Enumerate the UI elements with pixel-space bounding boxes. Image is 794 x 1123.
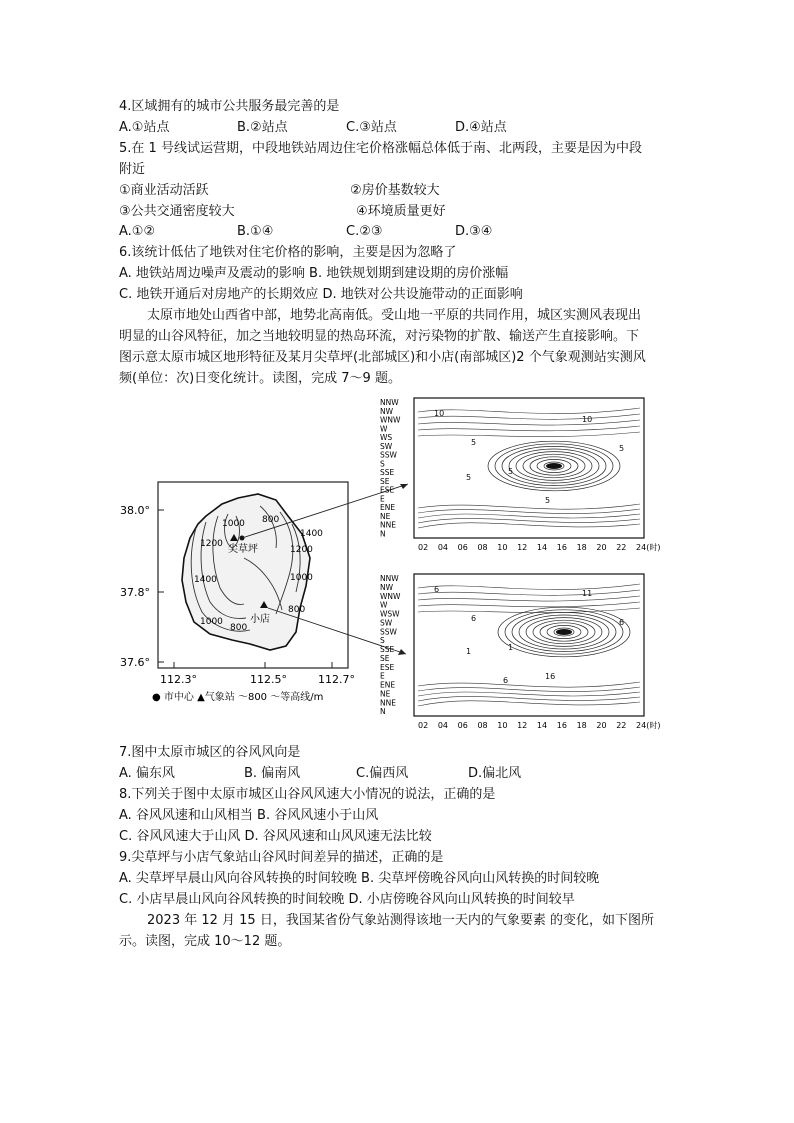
top-chart-dir-label: E — [380, 494, 385, 504]
q5-item-3: ③公共交通密度较大 — [119, 204, 235, 219]
contour-1200-e: 1200 — [290, 545, 313, 555]
q8-options-ab: A. 谷风风速和山风相当 B. 谷风风速小于山风 — [119, 808, 379, 823]
q7-stem: 7.图中太原市城区的谷风风向是 — [119, 745, 301, 760]
bottom-chart-contour-label: 1 — [466, 647, 472, 656]
contour-800-sw: 800 — [230, 623, 248, 633]
taiyuan-figure — [110, 388, 690, 738]
bottom-chart-dir-label: SSE — [380, 645, 395, 655]
bottom-chart-dir-label: NE — [380, 689, 391, 699]
top-chart-hour-label: 02 — [418, 543, 429, 552]
bottom-chart-dir-label: SE — [380, 653, 390, 663]
top-chart-hour-label: 10 — [497, 543, 508, 552]
top-chart-dir-label: NE — [380, 511, 391, 521]
top-chart-dir-label: ENE — [380, 503, 396, 512]
bottom-chart-dir-label: WSW — [380, 609, 400, 619]
contour-1000-n: 1000 — [222, 519, 245, 529]
bottom-chart-contour-label: 6 — [471, 614, 477, 623]
top-chart-hour-label: 24(时) — [636, 543, 661, 552]
q4-option-b: B.②站点 — [237, 120, 288, 135]
q4-option-d: D.④站点 — [455, 120, 507, 135]
bottom-chart-hour-label: 20 — [596, 721, 607, 730]
wind-chart-jiancaoping — [380, 398, 660, 552]
intro1-line2: 明显的山谷风特征，加之当地较明显的热岛环流，对污染物的扩散、输送产生直接影响。下 — [119, 329, 640, 344]
q7-option-c: C.偏西风 — [356, 766, 409, 781]
top-chart-dir-label: SE — [380, 476, 390, 486]
bottom-chart-contour-label: 6 — [619, 618, 625, 627]
station-xiaodian-label: 小店 — [250, 614, 270, 625]
top-chart-hour-label: 14 — [536, 543, 548, 552]
intro1-line4: 频(单位：次)日变化统计。读图，完成 7～9 题。 — [119, 371, 401, 386]
bottom-chart-dir-label: NNW — [380, 574, 399, 584]
bottom-chart-hour-label: 02 — [418, 721, 429, 730]
top-chart-dir-label: NNW — [380, 398, 399, 407]
bottom-chart-dir-label: NW — [380, 582, 394, 592]
top-chart-dir-label: NNE — [380, 520, 396, 530]
q5-item-4: ④环境质量更好 — [356, 204, 446, 219]
top-chart-dir-label: SSW — [380, 450, 397, 460]
q7-option-a: A. 偏东风 — [119, 766, 175, 781]
top-chart-contour-label: 10 — [434, 409, 445, 418]
bottom-chart-hour-label: 16 — [556, 721, 567, 730]
top-chart-contour-label: 5 — [545, 496, 551, 505]
q4-option-a: A.①站点 — [119, 120, 170, 135]
top-chart-dir-label: SW — [380, 441, 393, 451]
q5-option-c: C.②③ — [346, 224, 383, 239]
intro1-line3: 图示意太原市城区地形特征及某月尖草坪(北部城区)和小店(南部城区)2 个气象观测站实测风 — [119, 350, 646, 365]
bottom-chart-dir-label: SW — [380, 618, 393, 628]
bottom-chart-contour-label: 11 — [582, 589, 593, 598]
bottom-chart-dir-label: ENE — [380, 680, 396, 690]
q5-option-d: D.③④ — [455, 224, 493, 239]
top-chart-dir-label: N — [380, 529, 386, 539]
bottom-chart-contour-label: 1 — [508, 643, 514, 652]
contour-1400-e: 1400 — [300, 529, 323, 539]
bottom-chart-hour-label: 12 — [517, 721, 528, 730]
q7-option-b: B. 偏南风 — [244, 766, 301, 781]
bottom-chart-dir-label: ESE — [380, 662, 395, 672]
top-chart-dir-label: S — [380, 459, 385, 469]
intro2-line2: 示。读图，完成 10～12 题。 — [119, 934, 291, 949]
q5-stem-line2: 附近 — [119, 162, 146, 177]
bottom-chart-dir-label: NNE — [380, 698, 396, 708]
bottom-chart-hour-label: 08 — [477, 721, 488, 730]
bottom-chart-dir-label: N — [380, 707, 386, 717]
contour-1200-w: 1200 — [200, 539, 223, 549]
top-chart-hour-label: 06 — [457, 543, 468, 552]
q6-stem: 6.该统计低估了地铁对住宅价格的影响，主要是因为忽略了 — [119, 245, 457, 260]
bottom-chart-dir-label: SSW — [380, 627, 397, 637]
q9-options-ab: A. 尖草坪早晨山风向谷风转换的时间较晚 B. 尖草坪傍晚谷风向山风转换的时间较晚 — [119, 871, 600, 886]
top-chart-dir-label: WNW — [380, 415, 401, 425]
top-chart-hour-label: 18 — [576, 543, 587, 552]
lon-label-112-7: 112.7° — [318, 673, 355, 686]
top-chart-contour-label: 5 — [471, 438, 477, 447]
q9-stem: 9.尖草坪与小店气象站山谷风时间差异的描述，正确的是 — [119, 850, 444, 865]
contour-1400-w: 1400 — [194, 575, 217, 585]
bottom-chart-hour-label: 10 — [497, 721, 508, 730]
top-chart-dir-label: NW — [380, 406, 394, 416]
contour-800-n: 800 — [262, 515, 280, 525]
bottom-chart-dir-label: W — [380, 600, 388, 610]
bottom-chart-hour-label: 14 — [536, 721, 548, 730]
lat-label-38: 38.0° — [120, 504, 150, 517]
bottom-chart-contour-label: 16 — [545, 672, 556, 681]
top-chart-contour-label: 5 — [466, 473, 472, 482]
top-chart-hour-label: 22 — [616, 543, 627, 552]
top-chart-contour-label: 10 — [582, 415, 593, 424]
top-chart-dir-label: WS — [380, 433, 393, 442]
q6-options-cd: C. 地铁开通后对房地产的长期效应 D. 地铁对公共设施带动的正面影响 — [119, 287, 523, 302]
bottom-chart-contour-label: 6 — [434, 585, 440, 594]
top-chart-hour-label: 08 — [477, 543, 488, 552]
q5-item-1: ①商业活动活跃 — [119, 183, 209, 198]
contour-1000-w: 1000 — [200, 617, 223, 627]
contour-800-se: 800 — [288, 605, 306, 615]
q8-stem: 8.下列关于图中太原市城区山谷风风速大小情况的说法，正确的是 — [119, 787, 496, 802]
top-chart-hour-label: 04 — [437, 543, 449, 552]
top-chart-hour-label: 12 — [517, 543, 528, 552]
bottom-chart-hour-label: 06 — [457, 721, 468, 730]
q5-option-b: B.①④ — [237, 224, 274, 239]
q6-options-ab: A. 地铁站周边噪声及震动的影响 B. 地铁规划期到建设期的房价涨幅 — [119, 266, 509, 281]
station-jiancaoping-label: 尖草坪 — [228, 544, 258, 555]
top-chart-dir-label: ESE — [380, 485, 395, 495]
bottom-chart-hour-label: 22 — [616, 721, 627, 730]
bottom-chart-dir-label: WNW — [380, 591, 401, 601]
lon-label-112-5: 112.5° — [250, 673, 287, 686]
top-chart-hour-label: 20 — [596, 543, 607, 552]
bottom-chart-dir-label: S — [380, 636, 385, 646]
q5-stem-line1: 5.在 1 号线试运营期，中段地铁站周边住宅价格涨幅总体低于南、北两段，主要是因为中段 — [119, 141, 642, 156]
q9-options-cd: C. 小店早晨山风向谷风转换的时间较晚 D. 小店傍晚谷风向山风转换的时间较早 — [119, 892, 575, 907]
top-chart-hour-label: 16 — [556, 543, 567, 552]
top-chart-contour-label: 5 — [508, 467, 514, 476]
bottom-chart-contour-label: 6 — [503, 676, 509, 685]
top-chart-contour-label: 5 — [619, 444, 625, 453]
q7-option-d: D.偏北风 — [468, 766, 522, 781]
q5-item-2: ②房价基数较大 — [350, 183, 440, 198]
map-legend: ● 市中心 ▲气象站 ～800 ～等高线/m — [152, 692, 324, 703]
q5-option-a: A.①② — [119, 224, 156, 239]
wind-chart-xiaodian — [380, 574, 660, 730]
top-chart-dir-label: W — [380, 424, 388, 434]
bottom-chart-hour-label: 18 — [576, 721, 587, 730]
top-chart-dir-label: SSE — [380, 468, 395, 477]
terrain-map — [120, 482, 408, 703]
intro2-line1: 2023 年 12 月 15 日，我国某省份气象站测得该地一天内的气象要素 的变化，如下图所 — [147, 913, 654, 928]
lat-label-37-6: 37.6° — [120, 656, 150, 669]
bottom-chart-dir-label: E — [380, 671, 385, 681]
lon-label-112-3: 112.3° — [160, 673, 197, 686]
contour-1000-e: 1000 — [290, 573, 313, 583]
q4-stem: 4.区域拥有的城市公共服务最完善的是 — [119, 99, 340, 114]
bottom-chart-hour-label: 04 — [437, 721, 449, 730]
intro1-line1: 太原市地处山西省中部，地势北高南低。受山地一平原的共同作用，城区实测风表现出 — [147, 308, 642, 323]
bottom-chart-hour-label: 24(时) — [636, 721, 661, 730]
q8-options-cd: C. 谷风风速大于山风 D. 谷风风速和山风风速无法比较 — [119, 829, 432, 844]
lat-label-37-8: 37.8° — [120, 586, 150, 599]
q4-option-c: C.③站点 — [346, 120, 397, 135]
